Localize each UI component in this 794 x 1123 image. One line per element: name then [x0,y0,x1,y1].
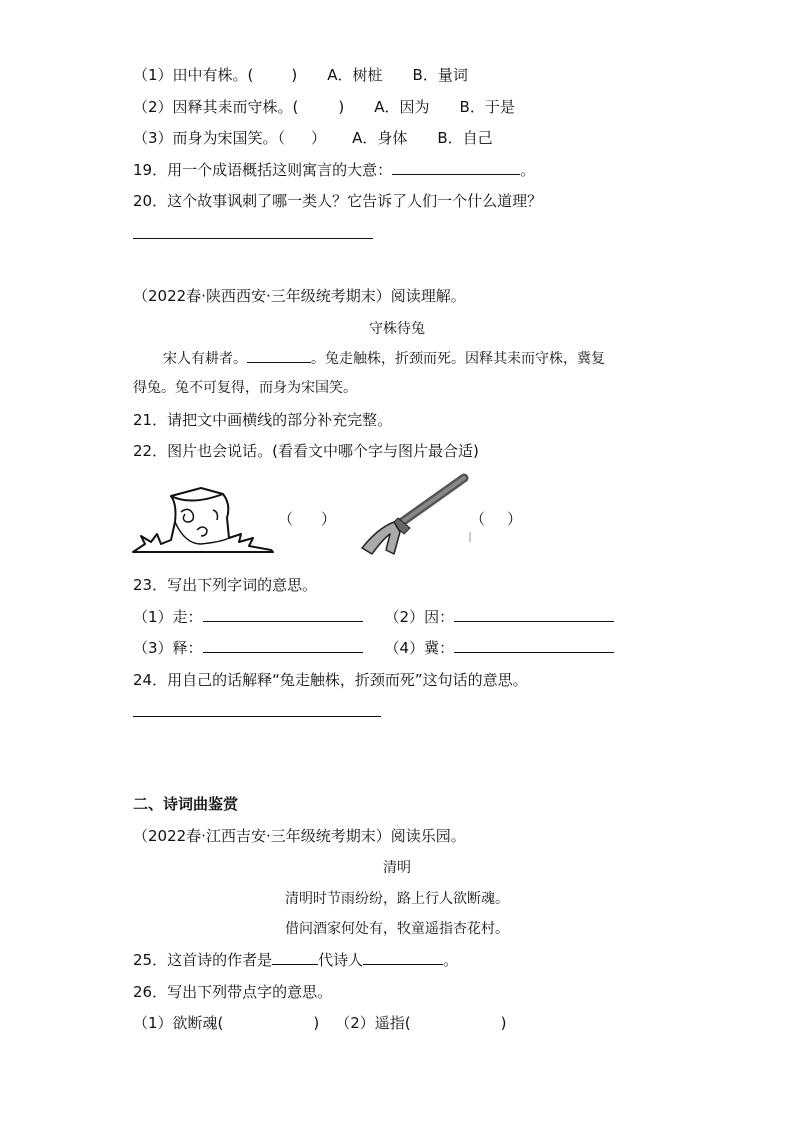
question-23: 23．写出下列字词的意思。 [133,576,318,594]
question-meaning-2: （2）因释其耒而守株。( ) A．因为 B．于是 [133,98,515,116]
question-meaning-1: （1）田中有株。( ) A．树桩 B．量词 [133,66,468,84]
source-note-1: （2022春·陕西西安·三年级统考期末）阅读理解。 [133,287,466,305]
poem-title: 清明 [383,860,411,876]
passage-blank[interactable] [247,348,311,363]
question-25: 25．这首诗的作者是 代诗人 。 [133,951,459,969]
question-24: 24．用自己的话解释“兔走触株，折颈而死”这句话的意思。 [133,671,528,689]
answer-line[interactable] [133,238,373,239]
answer-blank[interactable] [272,950,318,965]
answer-line[interactable] [133,716,381,717]
answer-blank[interactable] [392,160,520,175]
answer-blank[interactable] [363,950,443,965]
picture-answer-2[interactable]: （ ） [470,510,523,528]
passage-line-2: 得兔。兔不可复得，而身为宋国笑。 [133,380,357,396]
option-a: A．身体 [352,129,408,147]
answer-blank[interactable] [203,638,363,653]
question-23-row-2: （3）释： （4）冀： [133,638,614,658]
poem-line-2: 借问酒家何处有，牧童遥指杏花村。 [285,921,509,937]
question-23-row-1: （1）走： （2）因： [133,607,614,627]
option-b: B．量词 [412,66,468,84]
option-b: B．自己 [437,129,493,147]
option-a: A．因为 [374,98,430,116]
question-21: 21．请把文中画横线的部分补充完整。 [133,411,393,429]
question-22: 22．图片也会说话。(看看文中哪个字与图片最合适) [133,442,479,460]
question-26-items: （1）欲断魂( ) （2）遥指( ) [133,1014,507,1032]
question-20: 20．这个故事讽刺了哪一类人？它告诉了人们一个什么道理？ [133,192,543,210]
question-meaning-3: （3）而身为宋国笑。（ ） A．身体 B．自己 [133,129,493,147]
option-a: A．树桩 [327,66,383,84]
source-note-2: （2022春·江西吉安·三年级统考期末）阅读乐园。 [133,827,466,845]
passage-title: 守株待兔 [369,321,425,337]
answer-blank[interactable] [203,607,363,622]
poem-line-1: 清明时节雨纷纷，路上行人欲断魂。 [285,891,509,907]
answer-blank[interactable] [454,638,614,653]
section-heading: 二、诗词曲鉴赏 [133,795,239,813]
passage-line-1: 宋人有耕者。 。兔走触株，折颈而死。因释其耒而守株，冀复 [163,348,605,369]
answer-blank[interactable] [454,607,614,622]
question-19: 19．用一个成语概括这则寓言的大意： 。 [133,161,536,179]
question-26: 26．写出下列带点字的意思。 [133,983,333,1001]
tree-stump-image [131,484,276,556]
option-b: B．于是 [459,98,515,116]
farm-tool-image [352,470,472,560]
picture-answer-1[interactable]: （ ） [278,510,337,528]
